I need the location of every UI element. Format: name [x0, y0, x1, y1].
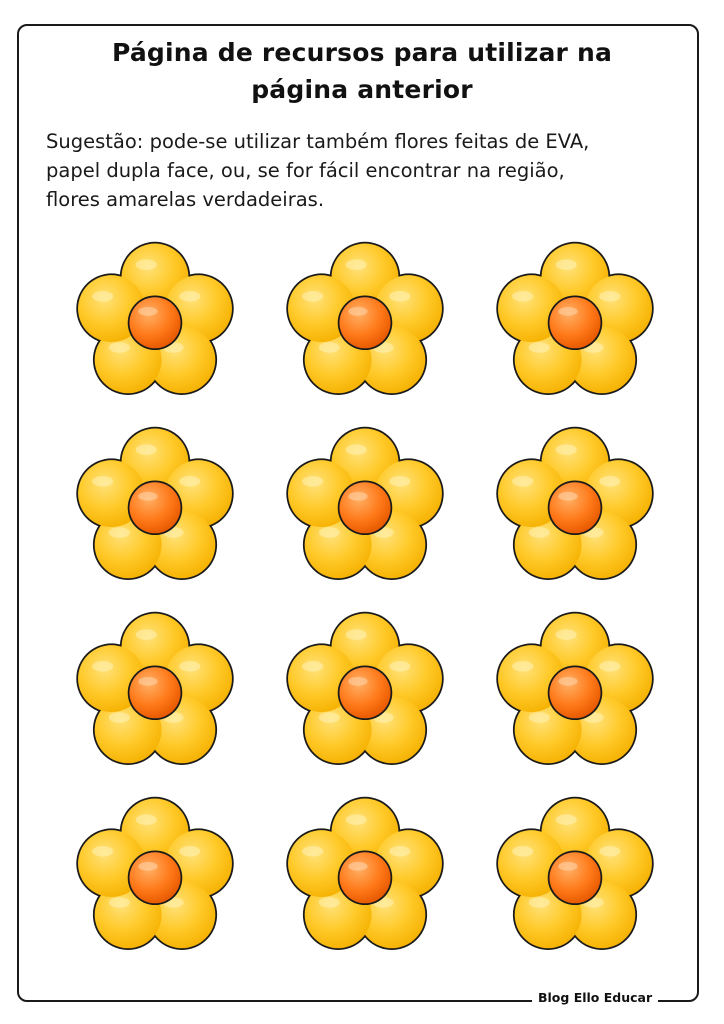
flower-icon: [277, 603, 453, 779]
petal-highlight: [556, 259, 577, 270]
flower-cutout: [260, 228, 470, 413]
suggestion-text: [46, 127, 686, 214]
petal-highlight: [302, 846, 323, 857]
petal-highlight: [109, 897, 130, 908]
petal-highlight: [346, 259, 367, 270]
petal-highlight: [179, 846, 200, 857]
petal-highlight: [529, 527, 550, 538]
petal-highlight: [512, 291, 533, 302]
flower-icon: [277, 418, 453, 594]
flower-icon: [277, 788, 453, 964]
petal-highlight: [512, 846, 533, 857]
flower-icon: [487, 603, 663, 779]
petal-highlight: [529, 342, 550, 353]
petal-highlight: [599, 291, 620, 302]
flower-cutout: [50, 413, 260, 598]
flower-center: [339, 482, 390, 533]
center-highlight: [348, 306, 367, 315]
petal-highlight: [136, 814, 157, 825]
flower-center: [129, 667, 180, 718]
flower-center: [549, 852, 600, 903]
petal-highlight: [556, 814, 577, 825]
flower-center: [549, 297, 600, 348]
petal-highlight: [179, 476, 200, 487]
center-highlight: [348, 676, 367, 685]
petal-highlight: [109, 712, 130, 723]
flower-center: [549, 667, 600, 718]
flower-center: [339, 667, 390, 718]
petal-highlight: [302, 661, 323, 672]
petal-highlight: [319, 342, 340, 353]
petal-highlight: [136, 444, 157, 455]
petal-highlight: [302, 291, 323, 302]
flower-cutout: [470, 413, 680, 598]
flower-icon: [67, 233, 243, 409]
center-highlight: [558, 306, 577, 315]
petal-highlight: [179, 291, 200, 302]
petal-highlight: [346, 444, 367, 455]
center-highlight: [348, 491, 367, 500]
flower-cutout: [470, 228, 680, 413]
petal-highlight: [92, 291, 113, 302]
footer-credit: Blog Ello Educar: [532, 990, 658, 1005]
flower-center: [129, 482, 180, 533]
flower-icon: [487, 233, 663, 409]
flower-cutout: [50, 783, 260, 968]
petal-highlight: [302, 476, 323, 487]
petal-highlight: [109, 342, 130, 353]
petal-highlight: [599, 661, 620, 672]
flower-icon: [277, 233, 453, 409]
center-highlight: [138, 676, 157, 685]
flower-cutout: [470, 598, 680, 783]
petal-highlight: [512, 661, 533, 672]
petal-highlight: [512, 476, 533, 487]
center-highlight: [558, 491, 577, 500]
center-highlight: [138, 306, 157, 315]
petal-highlight: [346, 814, 367, 825]
petal-highlight: [599, 476, 620, 487]
petal-highlight: [389, 661, 410, 672]
flower-icon: [487, 788, 663, 964]
petal-highlight: [92, 846, 113, 857]
center-highlight: [558, 861, 577, 870]
suggestion-line-3: flores amarelas verdadeiras.: [46, 188, 325, 211]
page-title: [40, 34, 684, 108]
petal-highlight: [599, 846, 620, 857]
flower-center: [129, 297, 180, 348]
petal-highlight: [179, 661, 200, 672]
flower-grid: [50, 228, 680, 968]
petal-highlight: [319, 527, 340, 538]
petal-highlight: [92, 661, 113, 672]
petal-highlight: [136, 629, 157, 640]
petal-highlight: [556, 444, 577, 455]
petal-highlight: [389, 476, 410, 487]
flower-icon: [67, 788, 243, 964]
flower-icon: [67, 603, 243, 779]
petal-highlight: [529, 897, 550, 908]
petal-highlight: [92, 476, 113, 487]
flower-cutout: [260, 783, 470, 968]
suggestion-line-2: papel dupla face, ou, se for fácil encontrar na região,: [46, 159, 565, 182]
petal-highlight: [389, 846, 410, 857]
petal-highlight: [319, 897, 340, 908]
center-highlight: [138, 491, 157, 500]
petal-highlight: [529, 712, 550, 723]
flower-icon: [487, 418, 663, 594]
flower-cutout: [260, 598, 470, 783]
title-line-2: página anterior: [251, 75, 473, 104]
title-line-1: Página de recursos para utilizar na: [111, 38, 613, 67]
center-highlight: [138, 861, 157, 870]
flower-icon: [67, 418, 243, 594]
petal-highlight: [389, 291, 410, 302]
suggestion-line-1: Sugestão: pode-se utilizar também flores feitas de EVA,: [46, 130, 590, 153]
petal-highlight: [556, 629, 577, 640]
flower-cutout: [470, 783, 680, 968]
petal-highlight: [136, 259, 157, 270]
flower-cutout: [50, 598, 260, 783]
petal-highlight: [346, 629, 367, 640]
center-highlight: [348, 861, 367, 870]
petal-highlight: [319, 712, 340, 723]
flower-center: [549, 482, 600, 533]
petal-highlight: [109, 527, 130, 538]
center-highlight: [558, 676, 577, 685]
flower-cutout: [50, 228, 260, 413]
flower-cutout: [260, 413, 470, 598]
flower-center: [129, 852, 180, 903]
flower-center: [339, 297, 390, 348]
flower-center: [339, 852, 390, 903]
